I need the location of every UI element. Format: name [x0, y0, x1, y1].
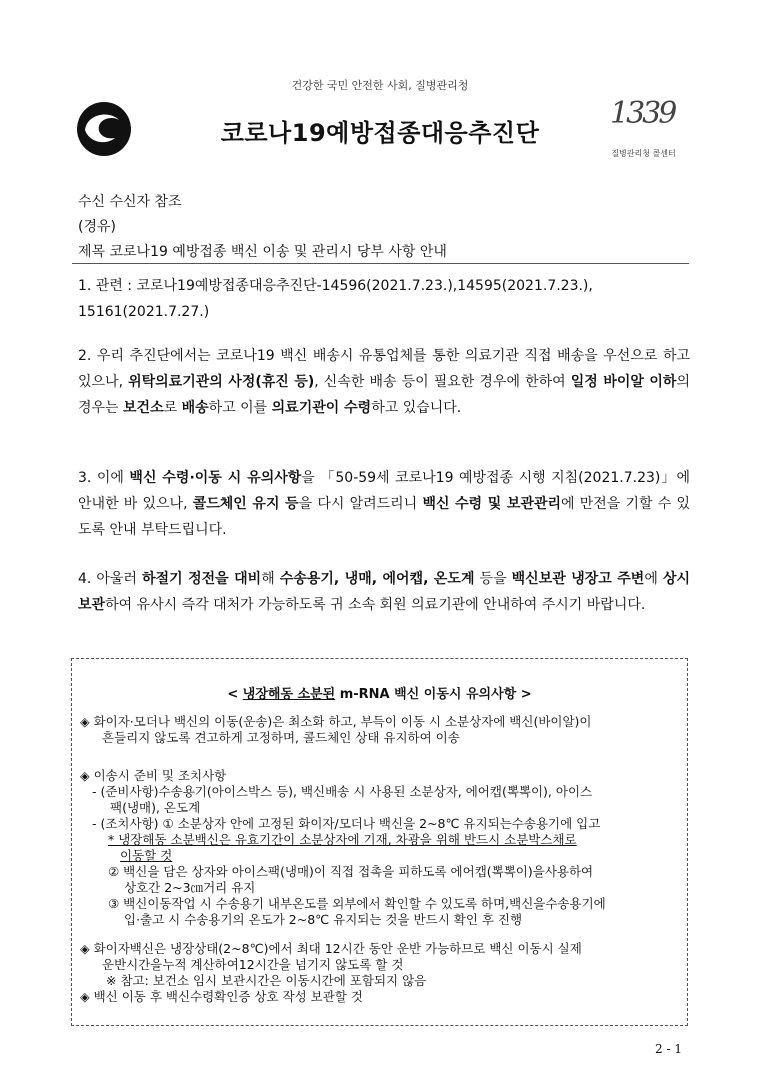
paragraph-4 [78, 566, 690, 618]
notice-line: - (조치사항) ① 소분상자 안에 고정된 화이자/모더나 백신을 2~8℃ 유지되는수송용기에 입고 [92, 816, 601, 831]
notice-line: 상호간 2~3㎝거리 유지 [124, 880, 256, 895]
text: 을 다시 알려드리니 [298, 496, 423, 512]
notice-line: ◈ 이송시 준비 및 조치사항 [80, 768, 227, 783]
underlined-text: 냉장해동 소분된 [242, 687, 336, 702]
paragraph-3 [78, 465, 690, 543]
text: 에 [644, 571, 663, 587]
text: 하고 있습니다. [371, 400, 462, 416]
bold-text: 하절기 정전을 대비 [142, 571, 262, 587]
text: 4. 아울러 [78, 571, 143, 587]
notice-box-title [72, 683, 687, 702]
organization-title: 코로나19예방접종대응추진단 [220, 119, 540, 147]
text: 을 「50-59세 코로나19 예방접종 시행 지침(2021.7.23)」에 안내한 바 있으나, [78, 470, 690, 512]
text: 등을 [474, 571, 512, 587]
notice-line: ③ 백신이동작업 시 수송용기 내부온도를 외부에서 확인할 수 있도록 하며,백신을수송용기에 [108, 896, 606, 911]
text: m-RNA 백신 이동시 유의사항 > [335, 687, 532, 702]
notice-line: 입·출고 시 수송용기의 온도가 2~8℃ 유지되는 것을 반드시 확인 후 진행 [124, 912, 523, 927]
via-line: (경유) [78, 219, 116, 235]
bold-text: 일정 바이알 이하 [570, 374, 677, 390]
notice-line: 이동할 것 [120, 848, 173, 863]
notice-line: 팩(냉매), 온도계 [110, 800, 201, 815]
text: 로 [163, 400, 182, 416]
notice-line: ◈ 백신 이동 후 백신수령확인증 상호 작성 보관할 것 [80, 989, 363, 1004]
notice-box [71, 658, 688, 1026]
text: , 신속한 배송 등이 필요한 경우에 한하여 [314, 374, 571, 390]
text: 3. 이에 [78, 470, 130, 486]
notice-line: * 냉장해동 소분백신은 유효기간이 소분상자에 기재, 차광을 위해 반드시 소분박스채로 [108, 832, 577, 847]
text: 2. 우리 추진단에서는 코로나19 백신 배송시 유통업체를 통한 의료기관 직접 배송을 우선으로 하고 있으나, [78, 348, 690, 390]
bold-text: 수송용기, 냉매, 에어캡, 온도계 [279, 571, 475, 587]
bold-text: 의료기관이 수령 [271, 400, 372, 416]
bold-text: 백신 수령·이동 시 유의사항 [129, 470, 302, 486]
bold-text: 위탁의료기관의 사정(휴진 등) [128, 374, 315, 390]
bold-text: 백신 수령 및 보관관리 [422, 496, 562, 512]
paragraph-1-line-2: 15161(2021.7.27.) [78, 304, 210, 320]
notice-line: ◈ 화이자·모더나 백신의 이동(운송)은 최소화 하고, 부득이 이동 시 소분상자에 백신(바이알)이 [80, 714, 592, 729]
notice-line: 흔들리지 않도록 견고하게 고정하며, 콜드체인 상태 유지하여 이송 [102, 730, 460, 745]
paragraph-1-line-1: 1. 관련 : 코로나19예방접종대응추진단-14596(2021.7.23.),14595(2021.7.23.), [78, 278, 593, 294]
notice-line: ◈ 화이자백신은 냉장상태(2~8℃)에서 최대 12시간 동안 운반 가능하므로 백신 이동시 실제 [80, 941, 582, 956]
bold-text: 콜드체인 유지 등 [192, 496, 299, 512]
header-divider [72, 263, 689, 264]
text: 하고 이를 [208, 400, 272, 416]
text: < [227, 687, 243, 702]
bold-text: 보건소 [123, 400, 164, 416]
bold-text: 배송 [181, 400, 209, 416]
bold-text: 상시 보관 [78, 571, 690, 613]
logo-caption: 질병관리청 콜센터 [611, 149, 676, 158]
text: 하여 유사시 즉각 대처가 가능하도록 귀 소속 회원 의료기관에 안내하여 주시기 바랍니다. [105, 597, 646, 613]
notice-line: 운반시간을누적 계산하여12시간을 넘기지 않도록 할 것 [102, 957, 404, 972]
paragraph-1 [78, 273, 690, 325]
page-number: 2 - 1 [655, 1042, 682, 1056]
paragraph-2 [78, 343, 690, 421]
text: 해 [261, 571, 280, 587]
text: 의 경우는 [78, 374, 690, 416]
text: 에 만전을 기할 수 있도록 안내 부탁드립니다. [78, 496, 691, 538]
government-emblem-icon [75, 100, 133, 158]
slogan: 건강한 국민 안전한 사회, 질병관리청 [291, 79, 469, 92]
notice-line: - (준비사항)수송용기(아이스박스 등), 백신배송 시 사용된 소분상자, 에어캡(뽁뽁이), 아이스 [92, 784, 593, 799]
notice-line: ② 백신을 담은 상자와 아이스팩(냉매)이 직접 접촉을 피하도록 에어캡(뽁뽁이)을사용하여 [108, 864, 594, 879]
bold-text: 백신보관 냉장고 주변 [511, 571, 645, 587]
recipient-line: 수신 수신자 참조 [78, 194, 182, 210]
logo-number: 1339 [610, 96, 675, 131]
callcenter-logo [606, 96, 681, 168]
subject-line: 제목 코로나19 예방접종 백신 이송 및 관리시 당부 사항 안내 [78, 244, 447, 260]
notice-line: ※ 참고: 보건소 임시 보관시간은 이동시간에 포함되지 않음 [106, 973, 427, 988]
